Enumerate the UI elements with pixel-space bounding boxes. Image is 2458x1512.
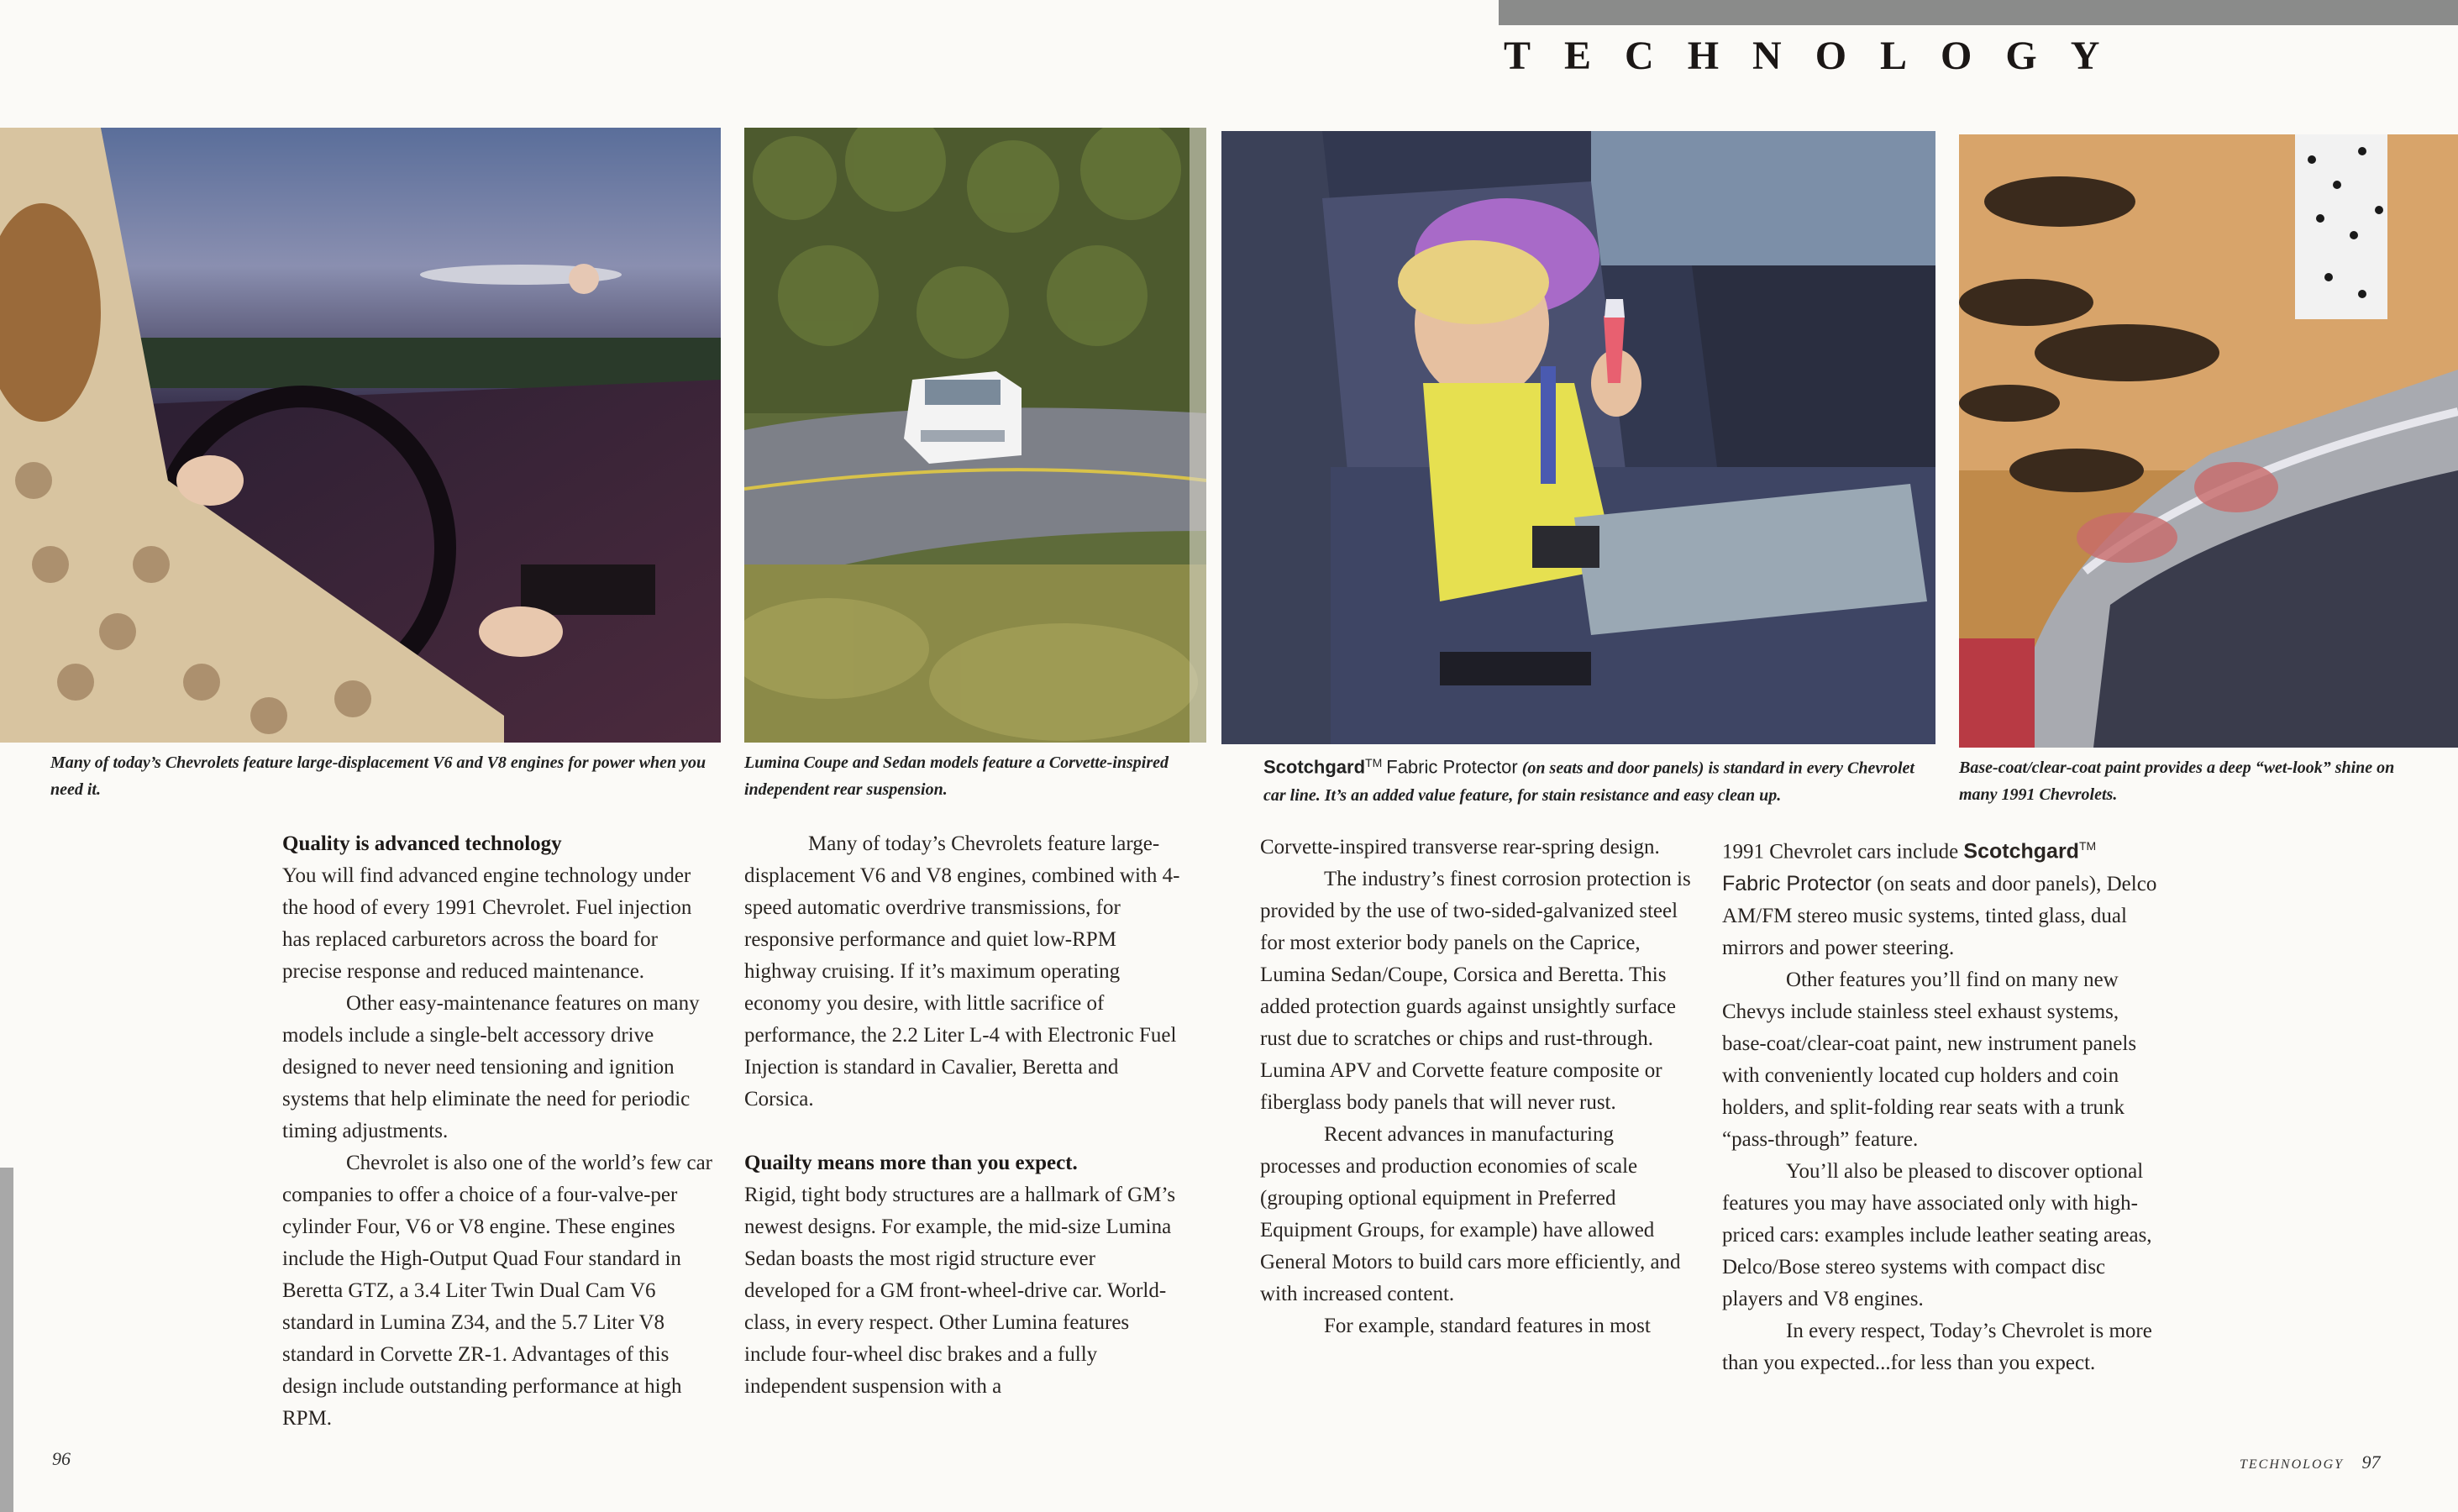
header-gray-band [1499,0,2458,25]
left-edge-gray-band [0,1168,13,1512]
column-4-paragraph-4: In every respect, Today’s Chevrolet is more than you expected...for less than you expect. [1722,1320,2152,1375]
column-1-paragraph-1: You will find advanced engine technology under the hood of every 1991 Chevrolet. Fuel injection has replaced carburetors across the board for precise response and reduced maintenance. [282,864,692,983]
column-4-paragraph-3: You’ll also be pleased to discover optional features you may have associated only with high-priced cars: examples include leather seating areas, Delco/Bose stereo systems with compact disc players and V8 engines. [1722,1160,2152,1311]
caption-photo-4 [1959,754,2429,808]
photo-car-trunk-seaside [1959,134,2458,748]
text-column-3 [1260,832,1697,1342]
footer-section-label: TECHNOLOGY [2240,1457,2345,1472]
column-4-brand: Scotchgard [1963,839,2079,864]
column-1-paragraph-3: Chevrolet is also one of the world’s few car companies to offer a choice of a four-valve-per cylinder Four, V6 or V8 engine. These engines include the High-Output Quad Four standard in Beretta GTZ, a 3.4 Liter Twin Dual Cam V6 standard in Lumina Z34, and the 5.7 Liter V8 standard in Corvette ZR-1. Advantages of this design include outstanding performance at high RPM. [282,1152,712,1430]
page-title [1504,27,2344,86]
caption-photo-3-brand: Scotchgard [1263,756,1366,778]
column-4-paragraph-1-a: 1991 Chevrolet cars include [1722,840,1959,864]
page-number-right-text: 97 [2361,1452,2381,1473]
caption-photo-2-text: Lumina Coupe and Sedan models feature a Corvette-inspired independent rear suspension. [744,753,1169,799]
caption-photo-2 [744,749,1181,803]
caption-photo-3-product: Fabric Protector [1386,756,1518,778]
column-3-paragraph-3: Recent advances in manufacturing processes and production economies of scale (grouping optional equipment in Preferred Equipment Groups, for example) have allowed General Motors to build cars more efficiently, and with increased content. [1260,1123,1681,1305]
caption-photo-3 [1263,749,1935,809]
text-column-2 [744,828,1181,1403]
column-1-heading: Quality is advanced technology [282,832,562,855]
page-number-left [52,1448,71,1470]
column-3-paragraph-1: Corvette-inspired transverse rear-spring design. [1260,836,1660,858]
column-4-paragraph-1 [1722,830,2159,964]
page-number-right [2240,1452,2381,1473]
text-column-1 [282,828,719,1435]
text-column-4 [1722,830,2159,1379]
page-number-left-text: 96 [52,1448,71,1469]
photo-woman-driving [0,128,721,743]
caption-photo-1 [50,749,722,803]
column-3-paragraph-2: The industry’s finest corrosion protection is provided by the use of two-sided-galvanized steel for most exterior body panels on the Caprice, Lumina Sedan/Coupe, Corsica and Beretta. This added protection guards against unsightly surface rust due to scratches or chips and rust-through. Lumina APV and Corvette feature composite or fiberglass body panels that will never rust. [1260,868,1691,1114]
caption-photo-4-text: Base-coat/clear-coat paint provides a deep “wet-look” shine on many 1991 Chevrolets. [1959,759,2395,804]
page-title-text: TECHNOLOGY [1504,34,2134,78]
column-3-paragraph-4: For example, standard features in most [1324,1315,1651,1337]
column-4-paragraph-2: Other features you’ll find on many new Chevys include stainless steel exhaust systems, base-coat/clear-coat paint, new instrument panels with conveniently located cup holders and coin holders, and split-folding rear seats with a trunk “pass-through” feature. [1722,969,2137,1152]
caption-photo-3-tm: TM [1365,756,1383,769]
column-4-product: Fabric Protector [1722,872,1872,896]
column-1-paragraph-2: Other easy-maintenance features on many models include a single-belt accessory drive designed to never need tensioning and ignition systems that help eliminate the need for periodic timing adjustments. [282,992,700,1142]
column-2-paragraph-1: Many of today’s Chevrolets feature large-displacement V6 and V8 engines, combined with 4-speed automatic overdrive transmissions, for responsive performance and quiet low-RPM highway cruising. If it’s maximum operating economy you desire, with little sacrifice of performance, the 2.2 Liter L-4 with Electronic Fuel Injection is standard in Cavalier, Beretta and Corsica. [744,832,1180,1110]
column-4-paragraph-1-b: (on seats and door panels), Delco AM/FM stereo music systems, tinted glass, dual mirrors and power steering. [1722,873,2157,960]
column-2-heading: Quailty means more than you expect. [744,1152,1078,1174]
photo-lumina-coupe-road [744,128,1206,743]
caption-photo-1-text: Many of today’s Chevrolets feature large-displacement V6 and V8 engines for power when you need it. [50,753,706,799]
column-2-paragraph-2: Rigid, tight body structures are a hallmark of GM’s newest designs. For example, the mid-size Lumina Sedan boasts the most rigid structure ever developed for a GM front-wheel-drive car. World-class, in every respect. Other Lumina features include four-wheel disc brakes and a fully independent suspension with a [744,1184,1176,1398]
photo-boy-in-seat [1221,131,1935,744]
column-4-tm: TM [2078,839,2097,853]
caption-photo-3-rest: (on seats and door panels) is standard in every Chevrolet car line. It’s an added value feature, for stain resistance and easy clean up. [1263,759,1914,805]
